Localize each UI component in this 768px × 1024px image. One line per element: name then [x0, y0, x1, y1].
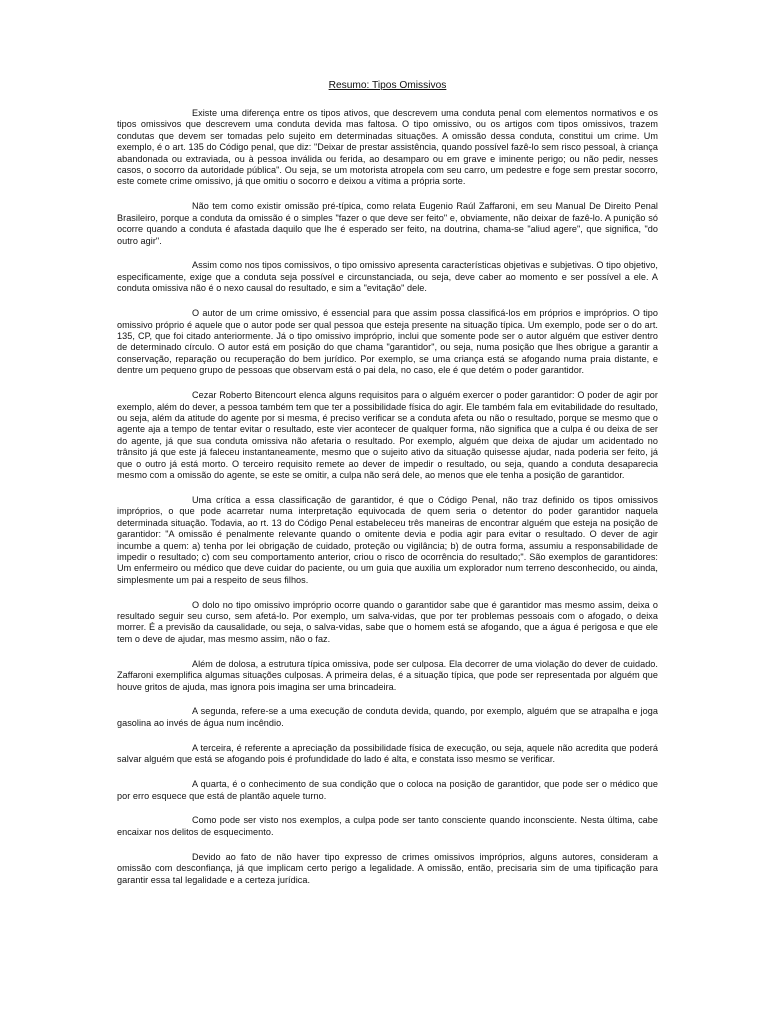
paragraph-4: O autor de um crime omissivo, é essencial para que assim possa classificá-los em próprios e impróprios. O tipo omissivo próprio é aquele que o autor pode ser qual pessoa que esteja presente na situação típica. Um exemplo, pode ser o do art. 135, CP, que foi citado anteriormente. Já o tipo omissivo impróprio, inclui que somente pode ser o autor alguém que estiver dentro de determinado círculo. O autor está em posição do que chama "garantidor", ou seja, numa posição que lhes obrigue a garantir a conservação, reparação ou recuperação do bem jurídico. Por exemplo, se uma criança está se afogando numa praia distante, e dentre um pequeno grupo de pessoas que observam está o pai dela, no caso, ele é que detém o poder garantidor.: [117, 308, 658, 376]
paragraph-5: Cezar Roberto Bitencourt elenca alguns requisitos para o alguém exercer o poder garantidor: O poder de agir por exemplo, além do dever, a pessoa também tem que ter a possibilidade física do agir. Ele também fala em evitabilidade do resultado, ou seja, além da atitude do agente por si mesma, é preciso verificar se a conduta afeta ou não o resultado, porque se mesmo que o agente aja a tempo de tentar evitar o resultado, este vier acontecer de qualquer forma, não significa que a culpa é ou deixa de ser do agente, já que sua conduta omissiva não afetaria o resultado. Por exemplo, alguém que deixa de ajudar um acidentado no trânsito já que este já faleceu instantaneamente, mesmo que o sujeito ativo da situação quisesse ajudar, nada poderia ser feito, já que o outro já está morto. O terceiro requisito remete ao dever de impedir o resultado, ou seja, quando a conduta desaparecia mesmo com a omissão do agente, se este se omitir, a culpa não será dele, ao menos que ele tenha a posição de garantidor.: [117, 390, 658, 480]
paragraph-6: Uma crítica a essa classificação de garantidor, é que o Código Penal, não traz definido os tipos omissivos impróprios, o que pode acarretar numa interpretação equivocada de quem seria o detentor do poder garantidor naquela determinada situação. Todavia, ao rt. 13 do Código Penal estabeleceu três maneiras de encontrar alguém que esteja na posição de garantidor: "A omissão é penalmente relevante quando o omitente devia e podia agir para evitar o resultado. O dever de agir incumbe a quem: a) tenha por lei obrigação de cuidado, proteção ou vigilância; b) de outra forma, assumiu a responsabilidade de impedir o resultado; c) com seu comportamento anterior, criou o risco de ocorrência do resultado;". São exemplos de garantidores: Um enfermeiro ou médico que deve cuidar do paciente, ou um guia que auxilia um explorador num terreno desconhecido, ou ainda, simplesmente um pai a respeito de seus filhos.: [117, 494, 658, 585]
paragraph-7: O dolo no tipo omissivo impróprio ocorre quando o garantidor sabe que é garantidor mas mesmo assim, deixa o resultado seguir seu curso, sem afetá-lo. Por exemplo, um salva-vidas, que por ter problemas pessoais com o afogado, o deixa morrer. É a previsão da causalidade, ou seja, o salva-vidas, sabe que o homem está se afogando, que a água é perigosa e que ele tem o deve de ajudar, mas mesmo assim, não o faz.: [117, 599, 658, 644]
paragraph-13: Devido ao fato de não haver tipo expresso de crimes omissivos impróprios, alguns autores, consideram a omissão com desconfiança, já que implicam certo perigo a legalidade. A omissão, então, precisaria sim de uma tipificação para garantir essa tal legalidade e a certeza jurídica.: [117, 851, 658, 885]
paragraph-10: A terceira, é referente a apreciação da possibilidade física de execução, ou seja, aquele não acredita que poderá salvar alguém que está se afogando pois é profundidade do lado é alta, e constata isso mesmo se verificar.: [117, 742, 658, 765]
document-title: Resumo: Tipos Omissivos: [328, 80, 447, 91]
paragraph-1: Existe uma diferença entre os tipos ativos, que descrevem uma conduta penal com elementos normativos e os tipos omissivos que descrevem uma conduta devida mas faltosa. O tipo omissivo, ou os artigos com tipos omissivos, trazem condutas que devem ser tomadas pelo sujeito em determinadas situações. A omissão dessa conduta, constitui um crime. Um exemplo, é o art. 135 do Código penal, que diz: "Deixar de prestar assistência, quando possível fazê-lo sem risco pessoal, à criança abandonada ou extraviada, ou à pessoa inválida ou ferida, ao desamparo ou em grave e iminente perigo; ou não pedir, nesses casos, o socorro da autoridade pública". Ou seja, se um motorista atropela com seu carro, um pedestre e foge sem prestar socorro, este comete crime omissivo, já que omitiu o socorro e deixou a vítima a própria sorte.: [117, 108, 658, 187]
paragraph-11: A quarta, é o conhecimento de sua condição que o coloca na posição de garantidor, que pode ser o médico que por erro esquece que está de plantão aquele turno.: [117, 779, 658, 801]
paragraph-8: Além de dolosa, a estrutura típica omissiva, pode ser culposa. Ela decorrer de uma violação do dever de cuidado. Zaffaroni exemplifica algumas situações culposas. A primeira delas, é a situação típica, que pode ser representada por alguém que houve gritos de ajuda, mas ignora pois imagina ser uma brincadeira.: [117, 658, 658, 692]
paragraph-12: Como pode ser visto nos exemplos, a culpa pode ser tanto consciente quando inconsciente. Nesta última, cabe encaixar nos delitos de esquecimento.: [117, 815, 658, 837]
paragraph-2: Não tem como existir omissão pré-típica, como relata Eugenio Raúl Zaffaroni, em seu Manual De Direito Penal Brasileiro, porque a conduta da omissão é o simples "fazer o que deve ser feito" e, obviamente, não deixar de fazê-lo. A punição só ocorre quando a conduta é afastada daquilo que lhe é esperado ser feito, na doutrina, chama-se "aliud agere", que significa, "do outro agir".: [117, 201, 658, 246]
paragraph-3: Assim como nos tipos comissivos, o tipo omissivo apresenta características objetivas e subjetivas. O tipo objetivo, especificamente, exige que a conduta seja possível e circunstanciada, ou seja, deve caber ao momento e ser possível a ele. A conduta omissiva não é o nexo causal do resultado, e sim a "evitação" dele.: [117, 260, 658, 294]
paragraph-9: A segunda, refere-se a uma execução de conduta devida, quando, por exemplo, alguém que se atrapalha e joga gasolina ao invés de água num incêndio.: [117, 706, 658, 728]
